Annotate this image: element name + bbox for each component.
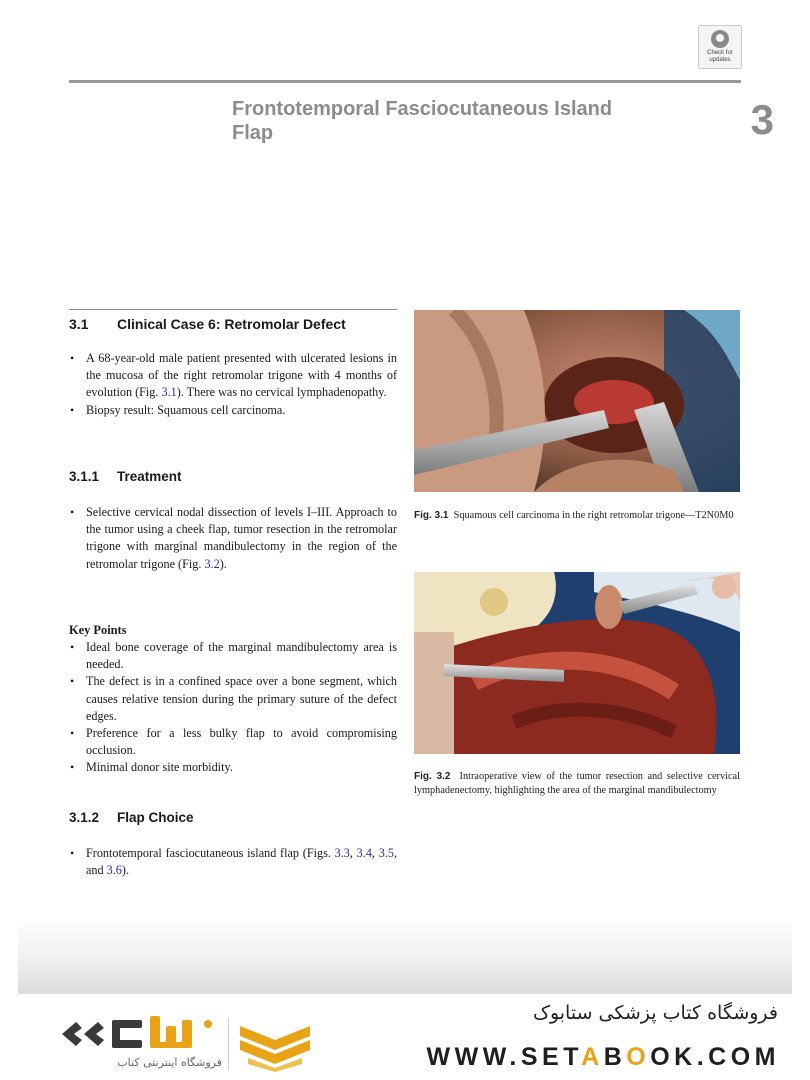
section-title: Treatment <box>117 469 182 484</box>
figure-label: Fig. 3.2 <box>414 771 451 782</box>
list-item: • Selective cervical nodal dissection of levels I–III. Approach to the tumor using a cheek flap, tumor resection in the retromolar trigone with marginal mandibulectomy in the region of the retromolar trigone (Fig. 3.2). <box>69 504 397 573</box>
caption-text: Intraoperative view of the tumor resection and selective cervical lymphadenectomy, highlighting the area of the marginal mandibulectomy <box>414 771 740 796</box>
flap-choice-bullets <box>69 845 397 879</box>
list-item: • Biopsy result: Squamous cell carcinoma. <box>69 402 397 419</box>
figure-link[interactable]: 3.3 <box>334 846 350 860</box>
section-heading-3-1 <box>69 316 399 332</box>
check-for-updates-badge[interactable] <box>698 25 742 69</box>
figure-3-2-photo <box>414 572 740 754</box>
figure-link[interactable]: 3.2 <box>204 556 220 571</box>
list-item: • Preference for a less bulky flap to avoid compromising occlusion. <box>69 725 397 759</box>
logo-subtitle: فروشگاه اینترنتی کتاب <box>117 1056 222 1069</box>
section-number: 3.1.1 <box>69 469 100 484</box>
check-for-updates-label: Check for updates <box>707 50 733 63</box>
figure-3-2-caption <box>414 770 740 798</box>
figure-link[interactable]: 3.1 <box>161 385 177 400</box>
figure-3-1-photo <box>414 310 740 492</box>
list-item: • Frontotemporal fasciocutaneous island flap (Figs. 3.3, 3.4, 3.5, and 3.6). <box>69 845 397 879</box>
section-number: 3.1 <box>69 316 89 332</box>
treatment-bullets <box>69 504 397 573</box>
logo-divider <box>228 1018 229 1070</box>
section-rule <box>69 309 397 310</box>
figure-link[interactable]: 3.6 <box>106 863 122 878</box>
shop-url[interactable]: WWW.SETABOOK.COM <box>426 1043 780 1071</box>
section-heading-3-1-2 <box>69 810 399 825</box>
list-item: • Ideal bone coverage of the marginal mandibulectomy area is needed. <box>69 639 397 673</box>
setabook-logo[interactable] <box>58 1012 228 1056</box>
section-heading-3-1-1 <box>69 469 399 484</box>
bookmark-icon <box>711 30 729 48</box>
section-title: Flap Choice <box>117 810 194 825</box>
figure-3-1-caption <box>414 509 740 523</box>
shop-name: فروشگاه کتاب پزشکی ستابوک <box>532 1002 778 1024</box>
key-points-title: Key Points <box>69 623 127 637</box>
section-title: Clinical Case 6: Retromolar Defect <box>117 316 346 332</box>
header-rule <box>69 80 741 83</box>
footer-fade <box>18 918 792 994</box>
book-chevron-logo <box>236 1018 314 1072</box>
list-item: • Minimal donor site morbidity. <box>69 759 397 776</box>
chapter-number: 3 <box>750 96 774 143</box>
figure-label: Fig. 3.1 <box>414 510 449 521</box>
chapter-title: Frontotemporal Fasciocutaneous Island Flap <box>232 98 613 144</box>
figure-link[interactable]: 3.4 <box>356 846 372 860</box>
section-number: 3.1.2 <box>69 810 100 825</box>
figure-link[interactable]: 3.5 <box>378 846 394 860</box>
caption-text: Squamous cell carcinoma in the right retromolar trigone—T2N0M0 <box>453 510 734 521</box>
key-points-list <box>69 639 397 777</box>
list-item: • The defect is in a confined space over a bone segment, which causes relative tension during the primary suture of the defect edges. <box>69 673 397 725</box>
case-bullets <box>69 350 397 419</box>
list-item: • A 68-year-old male patient presented with ulcerated lesions in the mucosa of the right retromolar trigone with 4 months of evolution (Fig. 3.1). There was no cervical lymphadenopathy. <box>69 350 397 402</box>
